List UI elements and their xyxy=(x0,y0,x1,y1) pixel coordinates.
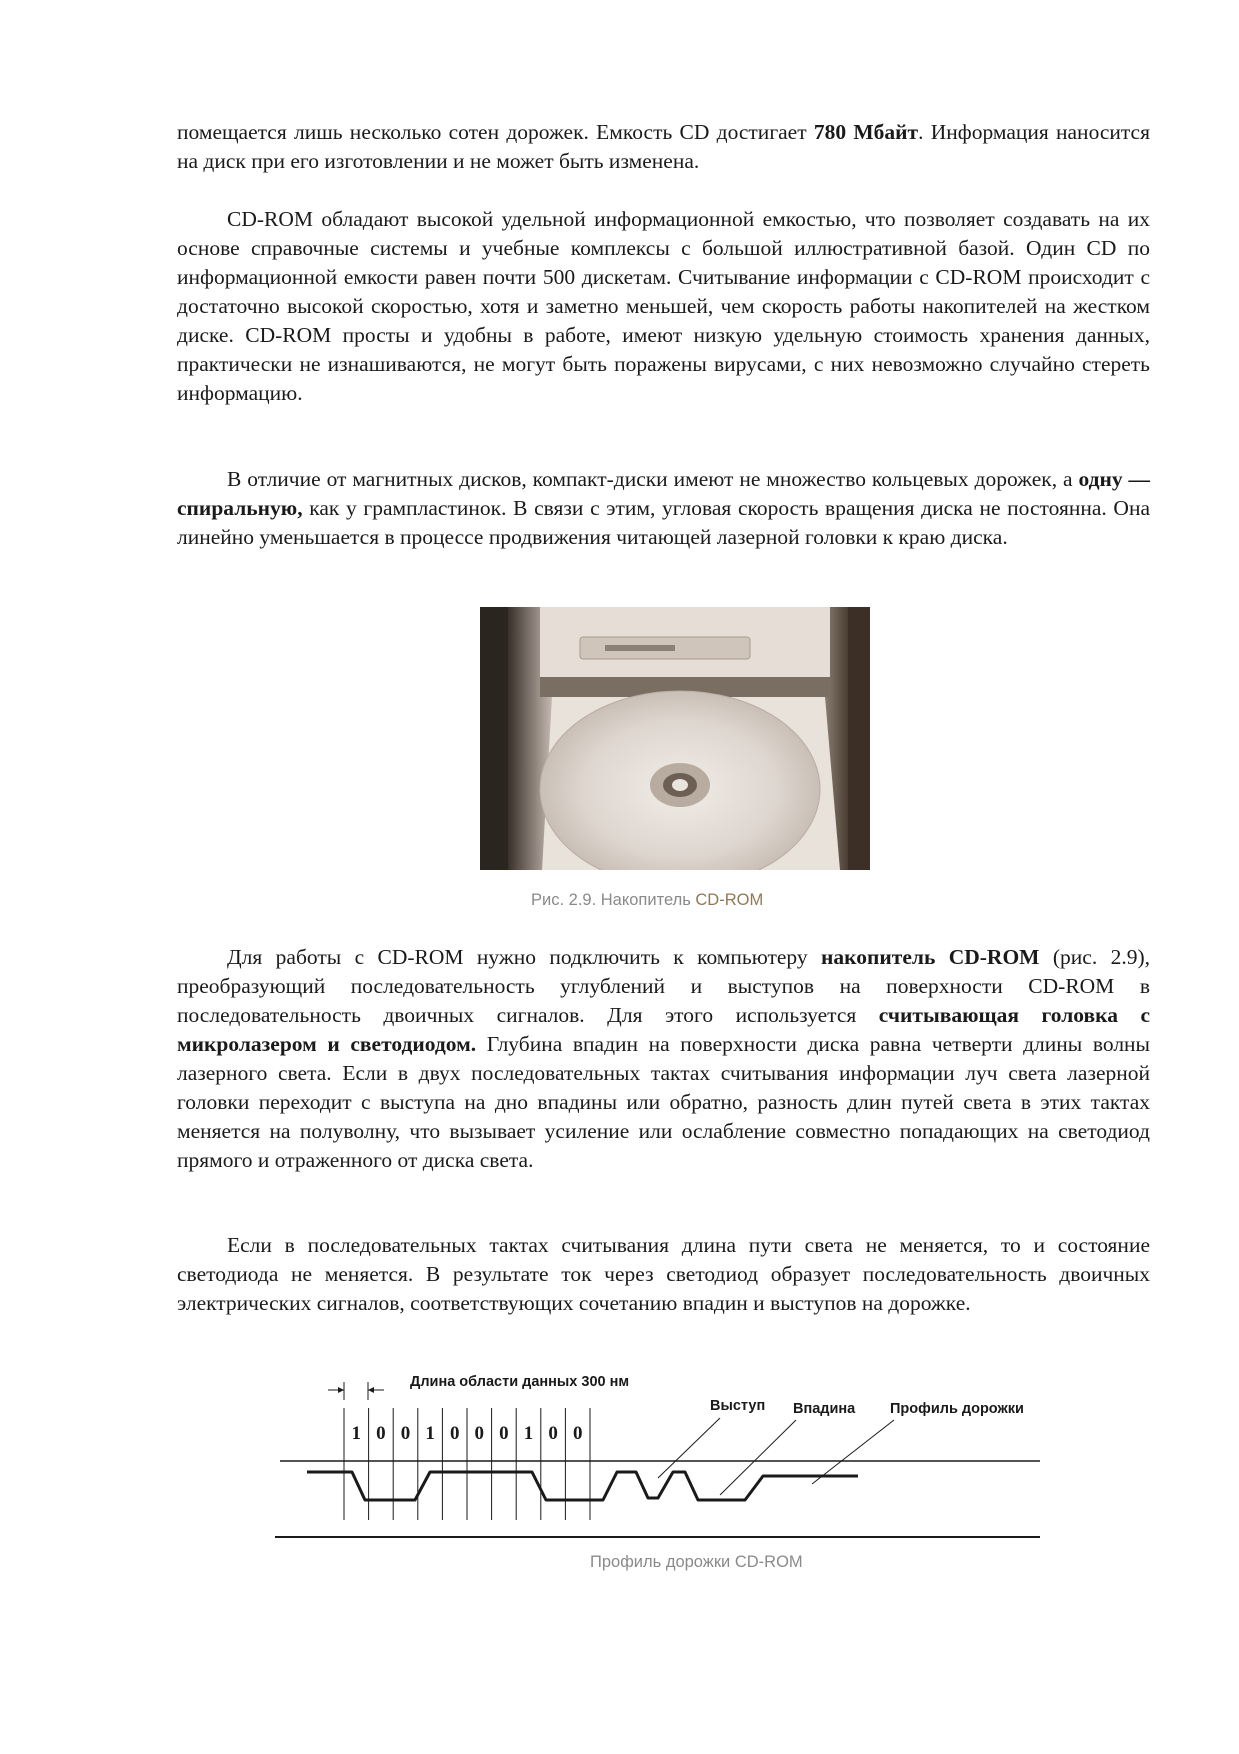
bit-label: 0 xyxy=(548,1423,558,1444)
cdrom-drive-illustration xyxy=(480,607,870,870)
bit-label: 0 xyxy=(572,1423,583,1444)
paragraph-cdrom-properties xyxy=(177,205,1150,408)
paragraph-spiral-track xyxy=(177,465,1150,552)
figure-caption-track-profile: Профиль дорожки CD-ROM xyxy=(590,1553,803,1571)
track-profile-diagram xyxy=(270,1370,1050,1540)
paragraph-text: помещается лишь несколько сотен дорожек. Емкость CD достигает xyxy=(177,120,814,144)
figure-caption-cdrom-drive xyxy=(531,891,763,910)
bit-label: 0 xyxy=(449,1423,460,1444)
paragraph-text: Для работы с CD-ROM нужно подключить к компьютеру xyxy=(227,945,822,969)
paragraph-text: В отличие от магнитных дисков, компакт-диски имеют не множество кольцевых дорожек, а xyxy=(227,467,1079,491)
pointer-ridge xyxy=(658,1418,720,1478)
track-profile-line xyxy=(307,1472,858,1500)
bold-drive: накопитель CD-ROM xyxy=(821,945,1040,969)
paragraph-binary-signals xyxy=(177,1231,1150,1318)
paragraph-text: (рис. 2.9), преобразующий последовательность углублений и выступов на поверхности CD-ROM в последовательность двоичных сигналов. Для этого используется xyxy=(177,945,1150,1027)
bold-capacity: 780 Мбайт xyxy=(813,120,919,144)
label-track-profile: Профиль дорожки xyxy=(890,1401,1024,1417)
paragraph-text: CD-ROM обладают высокой удельной информационной емкостью, что позволяет создавать на их основе справочные системы и учебные комплексы с большой иллюстративной базой. Один CD по информационной емкости равен почти 500 дискетам. Считывание информации с CD-ROM происходит с достаточно высокой скоростью, хотя и заметно меньшей, чем скорость работы накопителей на жестком диске. CD-ROM просты и удобны в работе, имеют низкую удельную стоимость хранения данных, практически не изнашиваются, не могут быть поражены вирусами, с них невозможно случайно стереть информацию. xyxy=(177,207,1150,405)
cdrom-drive-photo xyxy=(480,607,870,870)
bit-label: 0 xyxy=(400,1423,411,1444)
arrow-head-left-icon xyxy=(338,1387,344,1393)
caption-text: Рис. 2.9. Накопитель xyxy=(531,891,696,909)
bit-label: 1 xyxy=(425,1423,435,1444)
bit-label: 0 xyxy=(499,1423,509,1444)
bold-spiral: одну — спиральную, xyxy=(177,467,1150,520)
data-length-label: Длина области данных 300 нм xyxy=(410,1374,630,1390)
arrow-head-right-icon xyxy=(368,1387,374,1393)
paragraph-text: как у грампластинок. В связи с этим, угловая скорость вращения диска не постоянна. Она линейно уменьшается в процессе продвижения читающей лазерной головки к краю диска. xyxy=(177,496,1150,549)
label-pit: Впадина xyxy=(793,1401,856,1417)
bold-reading-head: считывающая головка с микролазером и светодиодом. xyxy=(177,1003,1150,1056)
paragraph-capacity xyxy=(177,118,1150,176)
paragraph-text: Если в последовательных тактах считывания длина пути света не меняется, то и состояние светодиода не меняется. В результате ток через светодиод образует последовательность двоичных электрических сигналов, соответствующих сочетанию впадин и выступов на дорожке. xyxy=(177,1233,1150,1315)
pointer-profile xyxy=(812,1420,894,1484)
label-ridge: Выступ xyxy=(710,1398,766,1414)
bit-label: 1 xyxy=(351,1423,362,1444)
bit-label: 0 xyxy=(474,1423,485,1444)
bit-label: 1 xyxy=(523,1423,534,1444)
bit-label: 0 xyxy=(376,1423,386,1444)
paragraph-cdrom-drive xyxy=(177,943,1150,1175)
caption-accent: CD-ROM xyxy=(695,891,764,909)
paragraph-text: Глубина впадин на поверхности диска равна четверти длины волны лазерного света. Если в двух последовательных тактах считывания информации луч света лазерной головки переходит с выступа на дно впадины или обратно, разность длин путей света в этих тактах меняется на полуволну, что вызывает усиление или ослабление совместно попадающих на светодиод прямого и отраженного от диска света. xyxy=(177,1032,1151,1172)
paragraph-text: . Информация наносится на диск при его изготовлении и не может быть изменена. xyxy=(177,120,1150,173)
